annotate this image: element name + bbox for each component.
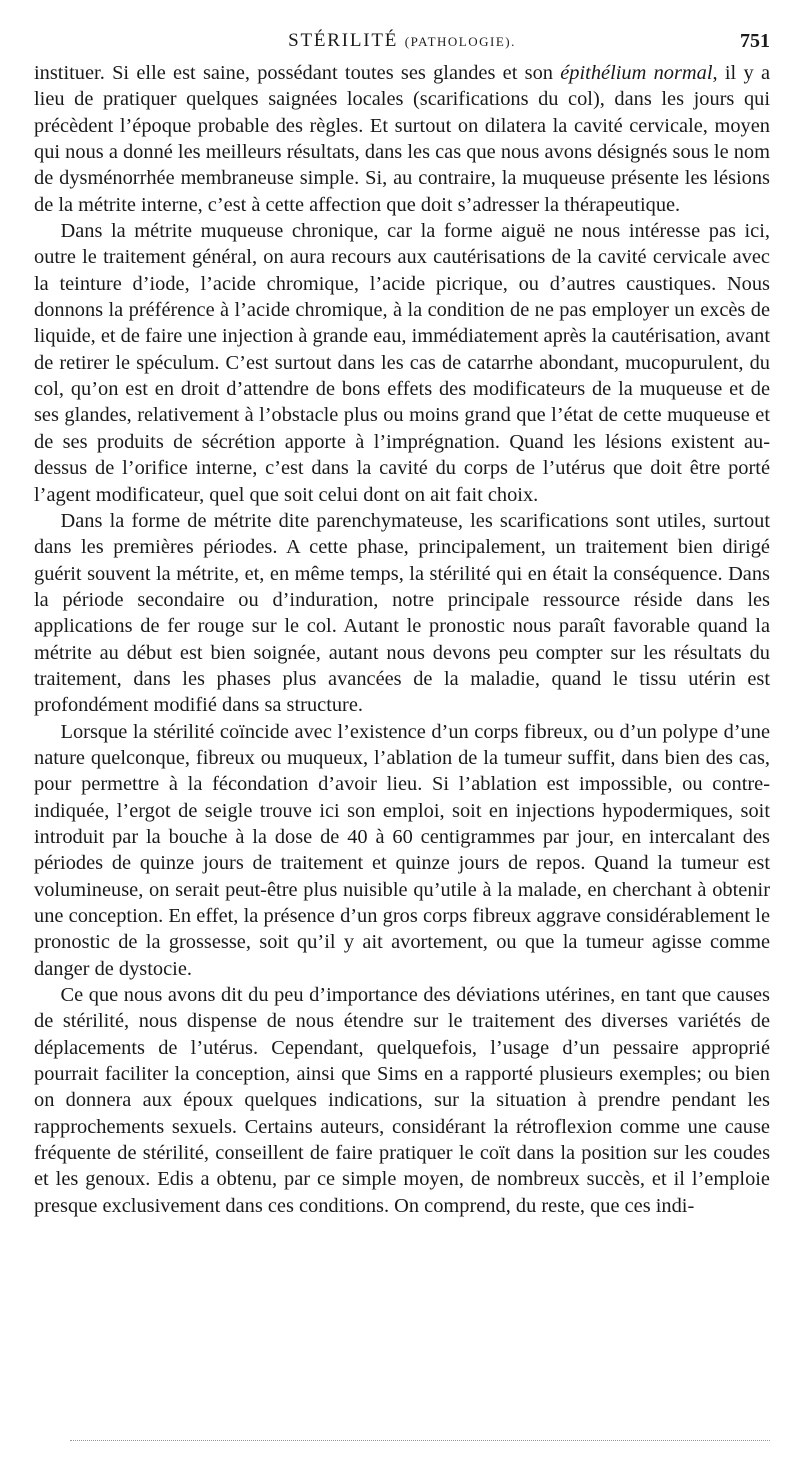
paragraph <box>34 982 770 1219</box>
text-run: Dans la forme de métrite dite parenchymateuse, les scarifications sont utiles, surtout dans les premières périodes. A cette phase, principalement, un traitement bien dirigé guérit souvent la métrite, et, en même temps, la stérilité qui en était la conséquence. Dans la période secondaire ou d’induration, notre principale ressource réside dans les applications de fer rouge sur le col. Autant le pronostic nous paraît favorable quand la métrite au début est bien soignée, autant nous devons peu compter sur les résultats du traitement, dans les phases plus avancées de la maladie, quand le tissu utérin est profondément modifié dans sa structure. <box>34 509 770 717</box>
bottom-rule <box>70 1440 770 1441</box>
paragraph <box>34 719 770 982</box>
paragraph <box>34 218 770 508</box>
text-run: Dans la métrite muqueuse chronique, car la forme aiguë ne nous intéresse pas ici, outre le traitement général, on aura recours aux cautérisations de la cavité cervicale avec la teinture d’iode, l’acide chromique, l’acide picrique, ou d’autres caustiques. Nous donnons la préférence à l’acide chromique, à la condition de ne pas employer un excès de liquide, et de faire une injection à grande eau, immédiatement après la cautérisation, avant de retirer le spéculum. C’est surtout dans les cas de catarrhe abondant, mucopurulent, du col, qu’on est en droit d’attendre de bons effets des modificateurs de la muqueuse et de ses glandes, relativement à l’obstacle plus ou moins grand que l’état de cette muqueuse et de ses produits de sécrétion apporte à l’imprégnation. Quand les lésions existent au-dessus de l’orifice interne, c’est dans la cavité du corps de l’utérus que doit être porté l’agent modificateur, quel que soit celui dont on ait fait choix. <box>34 220 771 506</box>
chapter-title: STÉRILITÉ <box>288 30 399 51</box>
text-run: Lorsque la stérilité coïncide avec l’existence d’un corps fibreux, ou d’un polype d’une nature quelconque, fibreux ou muqueux, l’ablation de la tumeur suffit, dans bien des cas, pour permettre à la fécondation d’avoir lieu. Si l’ablation est impossible, ou contre-indiquée, l’ergot de seigle trouve ici son emploi, soit en injections hypodermiques, soit introduit par la bouche à la dose de 40 à 60 centigrammes par jour, en intercalant des périodes de quinze jours de traitement et quinze jours de repos. Quand la tumeur est volumineuse, on serait peut-être plus nuisible qu’utile à la malade, en cherchant à obtenir une conception. En effet, la présence d’un gros corps fibreux aggrave considérablement le pronostic de la grossesse, soit qu’il y ait avortement, ou que la tumeur agisse comme danger de dystocie. <box>34 720 770 980</box>
body-text <box>34 60 770 1219</box>
book-page <box>34 30 770 1219</box>
page-number: 751 <box>740 30 770 52</box>
running-title <box>34 30 770 52</box>
running-header <box>34 30 770 60</box>
italic-text-run: épithélium normal <box>560 62 713 84</box>
text-run: Ce que nous avons dit du peu d’importance des déviations utérines, en tant que causes de stérilité, nous dispense de nous étendre sur le traitement des diverses variétés de déplacements de l’utérus. Cependant, quelquefois, l’usage d’un pessaire approprié pourrait faciliter la conception, ainsi que Sims en a rapporté plusieurs exemples; ou bien on donnera aux époux quelques indications, sur la situation à prendre pendant les rapprochements sexuels. Certains auteurs, considérant la rétroflexion comme une cause fréquente de stérilité, conseillent de faire pratiquer le coït dans la position sur les coudes et les genoux. Edis a obtenu, par ce simple moyen, de nombreux succès, et il l’emploie presque exclusivement dans ces conditions. On comprend, du reste, que ces indi- <box>34 984 770 1217</box>
text-run: , il y a lieu de pratiquer quelques saignées locales (scarifications du col), dans les jours qui précèdent l’époque probable des règles. Et surtout on dilatera la cavité cervicale, moyen qui nous a donné les meilleurs résultats, dans les cas que nous avons désignés sous le nom de dysménorrhée membraneuse simple. Si, au contraire, la muqueuse présente les lésions de la métrite interne, c’est à cette affection que doit s’adresser la thérapeutique. <box>34 62 771 216</box>
paragraph <box>34 508 770 719</box>
paragraph <box>34 60 770 218</box>
text-run: instituer. Si elle est saine, possédant toutes ses glandes et son <box>34 62 561 84</box>
chapter-subtitle: (PATHOLOGIE). <box>404 34 516 49</box>
